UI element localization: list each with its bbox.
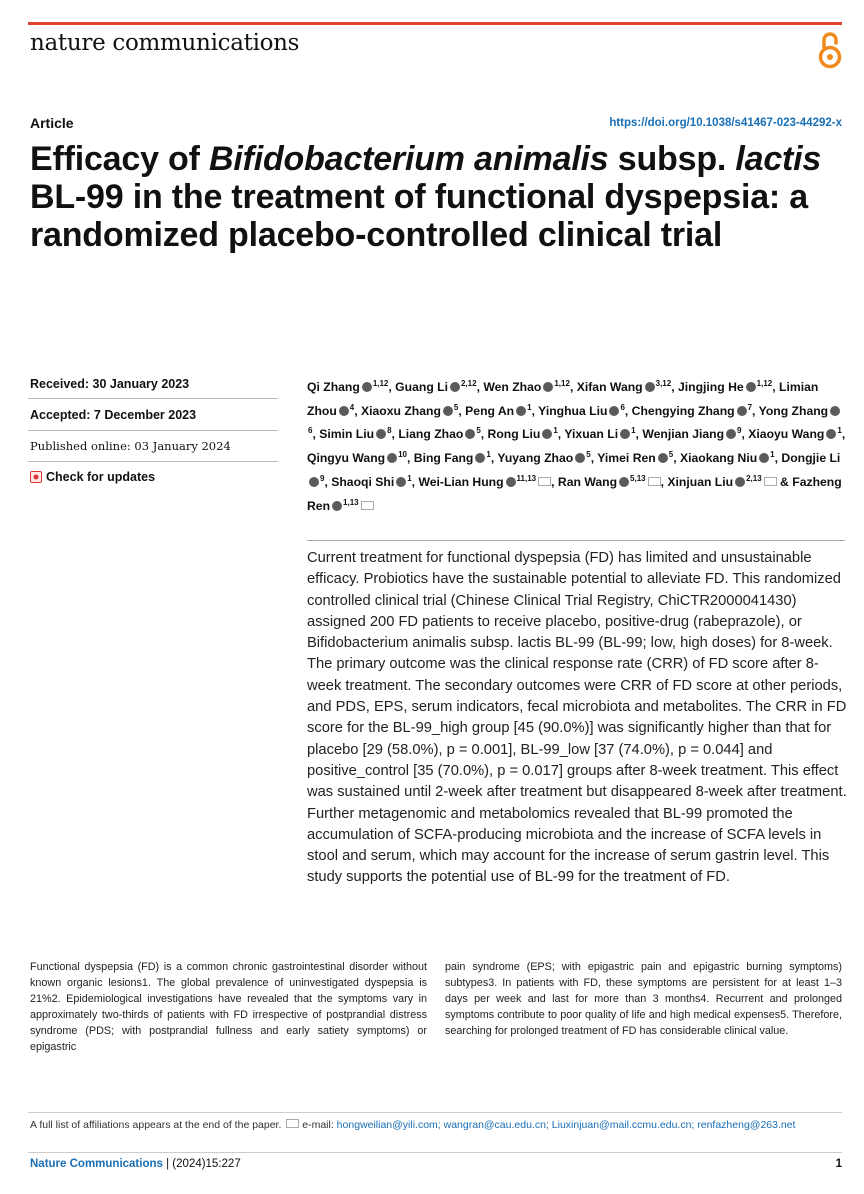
article-type-label: Article [30, 115, 74, 131]
envelope-icon[interactable] [361, 501, 374, 510]
envelope-icon[interactable] [764, 477, 777, 486]
accepted-date: Accepted: 7 December 2023 [30, 408, 197, 422]
affiliation-number: 5 [668, 450, 674, 460]
affiliation-footnote: A full list of affiliations appears at the end of the paper. e-mail: hongweilian@yili.com; wangran@cau.edu.cn; Liuxinjuan@mail.ccmu.edu.cn; renfazheng@263.net [30, 1119, 796, 1131]
affiliation-number: 3,12 [655, 379, 672, 388]
author-name[interactable]: Rong Liu [487, 427, 541, 442]
author-name[interactable]: Wei-Lian Hung [418, 474, 504, 489]
author-name[interactable]: Limian Zhou [307, 380, 819, 418]
orcid-icon[interactable] [619, 477, 629, 487]
author-name[interactable]: Qi Zhang [307, 380, 360, 394]
orcid-icon[interactable] [506, 477, 516, 487]
divider [28, 430, 278, 431]
author-name[interactable]: Guang Li [395, 380, 448, 394]
author-name[interactable]: Yixuan Li [564, 427, 619, 442]
author-name[interactable]: Xifan Wang [576, 380, 643, 394]
orcid-icon[interactable] [396, 477, 406, 487]
orcid-icon[interactable] [830, 406, 840, 416]
body-column-left: Functional dyspepsia (FD) is a common chronic gastrointestinal disorder without known organic lesions1. The global prevalence of uninvestigated dyspepsia is 21%2. Epidemiological investigations have revealed that the symptoms vary in approximately two-thirds of patients with FD irrespective of postprandial distress syndrome (PDS; with postprandial fullness and early satiety symptoms) or epigastric [30, 961, 427, 1053]
orcid-icon[interactable] [465, 429, 475, 439]
author-name[interactable]: Yuyang Zhao [497, 451, 574, 466]
orcid-icon[interactable] [737, 406, 747, 416]
divider [307, 540, 845, 541]
affiliation-number: 5,13 [630, 473, 646, 483]
author-name[interactable]: Yong Zhang [758, 403, 829, 418]
orcid-icon[interactable] [746, 382, 756, 392]
affiliation-number: 1 [631, 426, 636, 436]
affiliation-number: 4 [349, 402, 355, 412]
orcid-icon[interactable] [543, 382, 553, 392]
affiliation-number: 11,13 [516, 473, 537, 483]
affiliation-number: 9 [320, 473, 325, 483]
author-name[interactable]: Liang Zhao [398, 427, 464, 442]
affiliation-number: 1,12 [372, 379, 389, 388]
divider [28, 398, 278, 399]
orcid-icon[interactable] [620, 429, 630, 439]
affiliation-number: 7 [747, 402, 753, 412]
author-name[interactable]: Xinjuan Liu [667, 474, 734, 489]
footer-journal-link[interactable]: Nature Communications [30, 1158, 163, 1170]
affiliation-number: 1 [837, 426, 842, 436]
envelope-icon [286, 1119, 299, 1128]
author-name[interactable]: Wenjian Jiang [642, 427, 725, 442]
orcid-icon[interactable] [339, 406, 349, 416]
author-name[interactable]: Peng An [465, 403, 515, 418]
author-name[interactable]: Xiaoyu Wang [748, 427, 825, 442]
author-name[interactable]: Fazheng Ren [307, 474, 842, 513]
check-updates-icon [30, 471, 42, 483]
orcid-icon[interactable] [735, 477, 745, 487]
author-name[interactable]: Simin Liu [319, 427, 375, 442]
affiliation-number: 6 [308, 426, 313, 436]
affiliation-number: 1,12 [756, 379, 773, 388]
author-name[interactable]: Xiaokang Niu [679, 451, 758, 466]
author-name[interactable]: Shaoqi Shi [331, 474, 395, 489]
orcid-icon[interactable] [443, 406, 453, 416]
affiliation-number: 1,12 [554, 379, 570, 388]
orcid-icon[interactable] [516, 406, 526, 416]
affiliation-number: 5 [586, 450, 591, 460]
orcid-icon[interactable] [726, 429, 736, 439]
orcid-icon[interactable] [826, 429, 836, 439]
author-name[interactable]: Bing Fang [413, 451, 474, 466]
journal-name[interactable]: nature communications [30, 30, 300, 56]
author-name[interactable]: Dongjie Li [781, 451, 841, 466]
orcid-icon[interactable] [450, 382, 460, 392]
body-column-right: pain syndrome (EPS; with epigastric pain and epigastric burning symptoms) subtypes3. In patients with FD, these symptoms are persistent for at least 1–3 days per week and last for more than 3 months4. Recurrent and prolonged symptoms contribute to poor quality of life and high medical expenses5. Therefore, searching for prolonged treatment of FD has considerable clinical value. [445, 961, 842, 1037]
author-name[interactable]: Chengying Zhang [631, 403, 735, 418]
orcid-icon[interactable] [645, 382, 655, 392]
divider [28, 1112, 842, 1113]
affiliation-number: 1 [486, 450, 491, 460]
affiliation-number: 2,13 [746, 473, 762, 483]
envelope-icon[interactable] [538, 477, 551, 486]
author-list: Qi Zhang $^{1,12}$, Guang Li $^{2,12}$, Wen Zhao $^{1,12}$, Xifan Wang $^{3,12}$, Jingjing He $^{1,12}$, Limian Zhou $^4$, Xiaoxu Zhang $^5$, Peng An $^1$, Yinghua Liu $^6$, Chengying Zhang $^7$, Yong Zhang$^6$, Simin Liu $^8$, Liang Zhao $^5$, Rong Liu $^1$, Yixuan Li $^1$, Wenjian Jiang $^9$, Xiaoyu Wang $^1$, Qingyu Wang $^{10}$, Bing Fang $^1$, Yuyang Zhao $^5$, Yimei Ren $^5$, Xiaokang Niu $^1$, Dongjie Li$^9$, Shaoqi Shi $^1$, Wei-Lian Hung $^{11,13}$ , Ran Wang $^{5,13}$ , Xinjuan Liu $^{2,13}$ & Fazheng Ren $^{1,13}$ [307, 379, 846, 513]
page-number: 1 [835, 1158, 842, 1170]
check-updates-button[interactable] [30, 470, 155, 484]
article-title: Efficacy of Bifidobacterium animalis subsp. lactis BL-99 in the treatment of functional dyspepsia: a randomized placebo-controlled clinical trial [30, 140, 822, 254]
affiliation-number: 1 [407, 473, 412, 483]
author-name[interactable]: Ran Wang [557, 474, 618, 489]
author-name[interactable]: Qingyu Wang [307, 451, 386, 466]
orcid-icon[interactable] [376, 429, 386, 439]
affiliation-number: 1 [770, 450, 775, 460]
author-name[interactable]: Wen Zhao [483, 380, 542, 394]
author-name[interactable]: Yimei Ren [597, 451, 656, 466]
check-updates-label: Check for updates [46, 470, 156, 484]
affiliation-number: 1,13 [343, 497, 359, 507]
affiliation-number: 5 [476, 426, 481, 436]
orcid-icon[interactable] [542, 429, 552, 439]
affiliation-number: 10 [398, 450, 407, 460]
orcid-icon[interactable] [309, 477, 319, 487]
orcid-icon[interactable] [332, 501, 342, 511]
orcid-icon[interactable] [475, 453, 485, 463]
affiliation-number: 8 [387, 426, 392, 436]
received-date: Received: 30 January 2023 [30, 377, 190, 391]
author-name[interactable]: Jingjing He [677, 380, 744, 394]
divider [28, 1152, 842, 1153]
affiliation-number: 9 [737, 426, 742, 436]
orcid-icon[interactable] [575, 453, 585, 463]
doi-link[interactable]: https://doi.org/10.1038/s41467-023-44292-x [609, 117, 842, 129]
orcid-icon[interactable] [759, 453, 769, 463]
published-date: Published online: 03 January 2024 [30, 439, 231, 453]
orcid-icon[interactable] [609, 406, 619, 416]
affiliation-number: 1 [553, 426, 558, 436]
envelope-icon[interactable] [648, 477, 661, 486]
email-links[interactable]: hongweilian@yili.com; wangran@cau.edu.cn; Liuxinjuan@mail.ccmu.edu.cn; renfazheng@263.net [336, 1119, 796, 1131]
divider [28, 461, 278, 462]
open-access-lock-icon [815, 28, 845, 72]
orcid-icon[interactable] [658, 453, 668, 463]
top-accent-bar [28, 22, 842, 25]
orcid-icon[interactable] [362, 382, 372, 392]
abstract: Current treatment for functional dyspepsia (FD) has limited and unsustainable efficacy. Probiotics have the sustainable potential to alleviate FD. This randomized controlled clinical trial (Chinese Clinical Trial Registry, ChiCTR2000041430) assigned 200 FD patients to receive placebo, positive-drug (rabeprazole), or Bifidobacterium animalis subsp. lactis BL-99 (BL-99; low, high doses) for 8-week. The primary outcome was the clinical response rate (CRR) of FD score after 8-week treatment. The secondary outcomes were CRR of FD score at other periods, and PDS, EPS, serum indicators, fecal microbiota and metabolites. The CRR in FD score for the BL-99_high group [45 (90.0%)] was significantly higher than that for placebo [29 (58.0%), p = 0.001], BL-99_low [37 (74.0%), p = 0.044] and positive_control [35 (70.0%), p = 0.017] groups after 8-week treatment. This effect was sustained until 2-week after treatment but disappeared 8-week after treatment. Further metagenomic and metabolomics revealed that BL-99 promoted the accumulation of SCFA-producing microbiota and the increase of SCFA levels in stool and serum, which may account for the increase of serum gastrin level. This study supports the potential use of BL-99 for the treatment of FD. [307, 550, 847, 886]
author-name[interactable]: Yinghua Liu [538, 403, 608, 418]
orcid-icon[interactable] [387, 453, 397, 463]
footer-citation: Nature Communications | (2024)15:227 [30, 1158, 241, 1170]
author-name[interactable]: Xiaoxu Zhang [361, 403, 441, 418]
affiliation-number: 5 [453, 402, 459, 412]
affiliation-number: 1 [527, 402, 532, 412]
affiliation-number: 2,12 [460, 379, 477, 388]
affiliation-number: 6 [620, 402, 625, 412]
